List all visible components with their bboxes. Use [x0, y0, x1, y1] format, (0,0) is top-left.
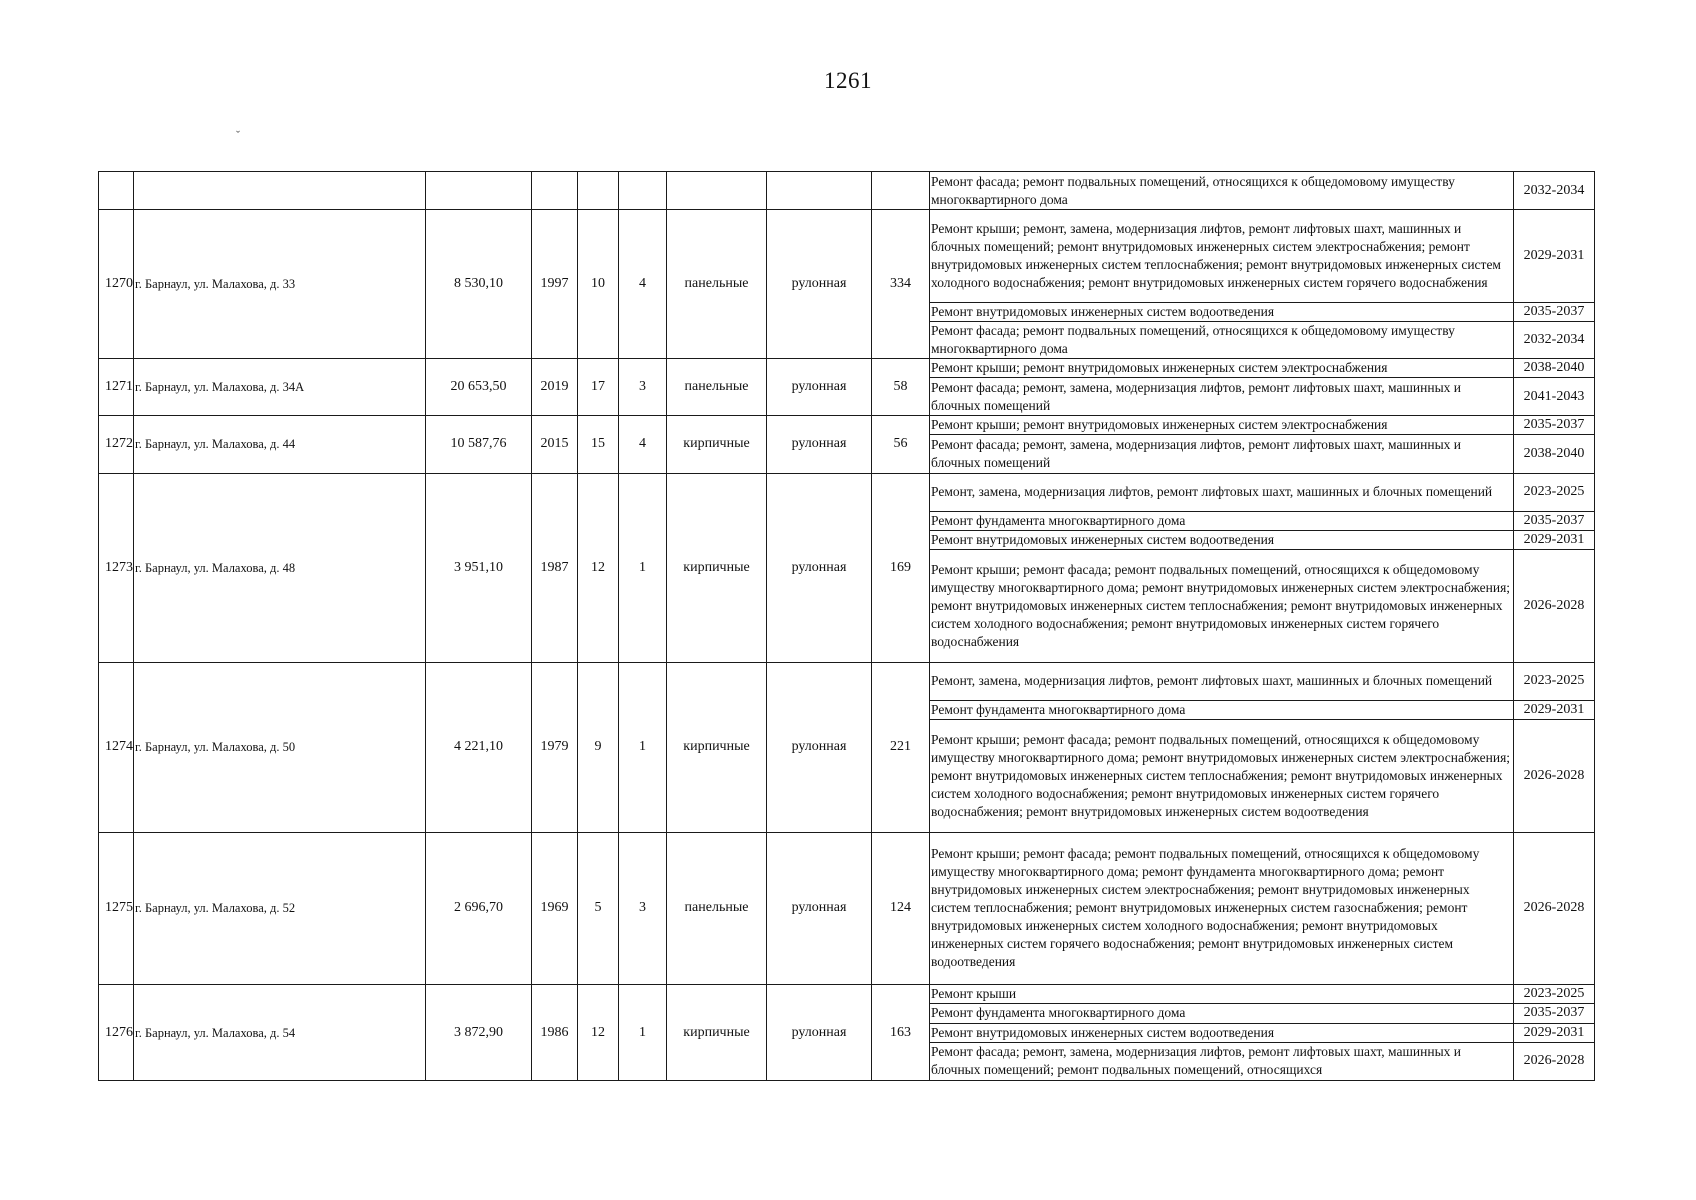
- cell-empty: [99, 172, 134, 210]
- work-period: 2026-2028: [1514, 719, 1595, 832]
- floors-count: 15: [578, 416, 619, 473]
- building-area: 3 951,10: [426, 473, 532, 662]
- work-period: 2029-2031: [1514, 210, 1595, 303]
- work-period: 2041-2043: [1514, 378, 1595, 416]
- work-description: Ремонт внутридомовых инженерных систем водоотведения: [930, 302, 1514, 321]
- roof-type: рулонная: [767, 473, 872, 662]
- work-description: Ремонт, замена, модернизация лифтов, ремонт лифтовых шахт, машинных и блочных помещений: [930, 662, 1514, 700]
- entrances-count: 1: [619, 985, 667, 1081]
- table-row: [99, 416, 1595, 435]
- building-address: г. Барнаул, ул. Малахова, д. 52: [134, 832, 426, 985]
- build-year: 1979: [532, 662, 578, 832]
- row-number: 1272: [99, 416, 134, 473]
- work-period: 2035-2037: [1514, 416, 1595, 435]
- building-area: 20 653,50: [426, 359, 532, 416]
- row-number: 1276: [99, 985, 134, 1081]
- table-row: [99, 832, 1595, 985]
- cell-empty: [134, 172, 426, 210]
- build-year: 1987: [532, 473, 578, 662]
- page-number: 1261: [824, 68, 872, 93]
- roof-type: рулонная: [767, 359, 872, 416]
- roof-type: рулонная: [767, 210, 872, 359]
- work-period: 2029-2031: [1514, 700, 1595, 719]
- wall-material: кирпичные: [667, 662, 767, 832]
- entrances-count: 3: [619, 832, 667, 985]
- work-description: Ремонт внутридомовых инженерных систем водоотведения: [930, 1023, 1514, 1042]
- build-year: 2015: [532, 416, 578, 473]
- entrances-count: 3: [619, 359, 667, 416]
- wall-material: панельные: [667, 832, 767, 985]
- floors-count: 12: [578, 985, 619, 1081]
- work-period: 2032-2034: [1514, 321, 1595, 358]
- build-year: 2019: [532, 359, 578, 416]
- table-row: [99, 473, 1595, 511]
- building-address: г. Барнаул, ул. Малахова, д. 54: [134, 985, 426, 1081]
- residents-count: 124: [872, 832, 930, 985]
- roof-type: рулонная: [767, 985, 872, 1081]
- floors-count: 12: [578, 473, 619, 662]
- work-description: Ремонт фундамента многоквартирного дома: [930, 1004, 1514, 1023]
- floors-count: 10: [578, 210, 619, 359]
- work-period: 2026-2028: [1514, 549, 1595, 662]
- row-number: 1270: [99, 210, 134, 359]
- roof-type: рулонная: [767, 662, 872, 832]
- residents-count: 163: [872, 985, 930, 1081]
- scan-mark: ˇ: [236, 128, 240, 142]
- work-description: Ремонт внутридомовых инженерных систем водоотведения: [930, 530, 1514, 549]
- building-address: г. Барнаул, ул. Малахова, д. 33: [134, 210, 426, 359]
- table-row: [99, 985, 1595, 1004]
- roof-type: рулонная: [767, 832, 872, 985]
- repair-register-table: [98, 171, 1595, 1081]
- row-number: 1275: [99, 832, 134, 985]
- table-row: [99, 662, 1595, 700]
- floors-count: 17: [578, 359, 619, 416]
- residents-count: 56: [872, 416, 930, 473]
- build-year: 1986: [532, 985, 578, 1081]
- work-description: Ремонт фасада; ремонт подвальных помещений, относящихся к общедомовому имуществу многоквартирного дома: [930, 172, 1514, 210]
- build-year: 1997: [532, 210, 578, 359]
- work-description: Ремонт крыши; ремонт внутридомовых инженерных систем электроснабжения: [930, 416, 1514, 435]
- building-address: г. Барнаул, ул. Малахова, д. 50: [134, 662, 426, 832]
- work-period: 2029-2031: [1514, 530, 1595, 549]
- roof-type: рулонная: [767, 416, 872, 473]
- row-number: 1274: [99, 662, 134, 832]
- building-address: г. Барнаул, ул. Малахова, д. 48: [134, 473, 426, 662]
- work-period: 2026-2028: [1514, 1042, 1595, 1080]
- building-area: 8 530,10: [426, 210, 532, 359]
- residents-count: 221: [872, 662, 930, 832]
- residents-count: 334: [872, 210, 930, 359]
- work-description: Ремонт крыши; ремонт внутридомовых инженерных систем электроснабжения: [930, 359, 1514, 378]
- work-description: Ремонт фасада; ремонт, замена, модернизация лифтов, ремонт лифтовых шахт, машинных и блочных помещений: [930, 435, 1514, 473]
- work-description: Ремонт фундамента многоквартирного дома: [930, 511, 1514, 530]
- cell-empty: [426, 172, 532, 210]
- build-year: 1969: [532, 832, 578, 985]
- wall-material: кирпичные: [667, 985, 767, 1081]
- wall-material: кирпичные: [667, 416, 767, 473]
- building-address: г. Барнаул, ул. Малахова, д. 34А: [134, 359, 426, 416]
- wall-material: панельные: [667, 359, 767, 416]
- work-description: Ремонт крыши: [930, 985, 1514, 1004]
- work-description: Ремонт крыши; ремонт, замена, модернизация лифтов, ремонт лифтовых шахт, машинных и блочных помещений; ремонт внутридомовых инженерных систем электроснабжения; ремонт внутридомовых инженерных систем теплоснабжения; ремонт внутридомовых инженерных систем холодного водоснабжения; ремонт внутридомовых инженерных систем горячего водоснабжения: [930, 210, 1514, 303]
- building-area: 10 587,76: [426, 416, 532, 473]
- table-row: [99, 210, 1595, 303]
- building-area: 3 872,90: [426, 985, 532, 1081]
- work-description: Ремонт фундамента многоквартирного дома: [930, 700, 1514, 719]
- cell-empty: [767, 172, 872, 210]
- work-description: Ремонт фасада; ремонт, замена, модернизация лифтов, ремонт лифтовых шахт, машинных и блочных помещений; ремонт подвальных помещений, относящихся: [930, 1042, 1514, 1080]
- work-period: 2032-2034: [1514, 172, 1595, 210]
- residents-count: 169: [872, 473, 930, 662]
- cell-empty: [532, 172, 578, 210]
- floors-count: 9: [578, 662, 619, 832]
- entrances-count: 4: [619, 416, 667, 473]
- building-area: 4 221,10: [426, 662, 532, 832]
- work-description: Ремонт, замена, модернизация лифтов, ремонт лифтовых шахт, машинных и блочных помещений: [930, 473, 1514, 511]
- work-period: 2023-2025: [1514, 662, 1595, 700]
- work-period: 2026-2028: [1514, 832, 1595, 985]
- work-period: 2038-2040: [1514, 435, 1595, 473]
- cell-empty: [667, 172, 767, 210]
- work-period: 2038-2040: [1514, 359, 1595, 378]
- cell-empty: [872, 172, 930, 210]
- work-description: Ремонт крыши; ремонт фасада; ремонт подвальных помещений, относящихся к общедомовому имуществу многоквартирного дома; ремонт внутридомовых инженерных систем электроснабжения; ремонт внутридомовых инженерных систем теплоснабжения; ремонт внутридомовых инженерных систем холодного водоснабжения; ремонт внутридомовых инженерных систем горячего водоснабжения: [930, 549, 1514, 662]
- entrances-count: 4: [619, 210, 667, 359]
- wall-material: панельные: [667, 210, 767, 359]
- cell-empty: [619, 172, 667, 210]
- work-description: Ремонт крыши; ремонт фасада; ремонт подвальных помещений, относящихся к общедомовому имуществу многоквартирного дома; ремонт фундамента многоквартирного дома; ремонт внутридомовых инженерных систем электроснабжения; ремонт внутридомовых инженерных систем теплоснабжения; ремонт внутридомовых инженерных систем газоснабжения; ремонт внутридомовых инженерных систем холодного водоснабжения; ремонт внутридомовых инженерных систем горячего водоснабжения; ремонт внутридомовых инженерных систем водоотведения: [930, 832, 1514, 985]
- table-row: [99, 359, 1595, 378]
- work-period: 2023-2025: [1514, 473, 1595, 511]
- wall-material: кирпичные: [667, 473, 767, 662]
- work-period: 2023-2025: [1514, 985, 1595, 1004]
- work-period: 2035-2037: [1514, 1004, 1595, 1023]
- work-description: Ремонт фасада; ремонт подвальных помещений, относящихся к общедомовому имуществу многоквартирного дома: [930, 321, 1514, 358]
- floors-count: 5: [578, 832, 619, 985]
- residents-count: 58: [872, 359, 930, 416]
- building-area: 2 696,70: [426, 832, 532, 985]
- entrances-count: 1: [619, 473, 667, 662]
- building-address: г. Барнаул, ул. Малахова, д. 44: [134, 416, 426, 473]
- work-period: 2035-2037: [1514, 511, 1595, 530]
- work-period: 2035-2037: [1514, 302, 1595, 321]
- work-description: Ремонт крыши; ремонт фасада; ремонт подвальных помещений, относящихся к общедомовому имуществу многоквартирного дома; ремонт внутридомовых инженерных систем электроснабжения; ремонт внутридомовых инженерных систем теплоснабжения; ремонт внутридомовых инженерных систем холодного водоснабжения; ремонт внутридомовых инженерных систем горячего водоснабжения; ремонт внутридомовых инженерных систем водоотведения: [930, 719, 1514, 832]
- table-row: [99, 172, 1595, 210]
- work-period: 2029-2031: [1514, 1023, 1595, 1042]
- entrances-count: 1: [619, 662, 667, 832]
- work-description: Ремонт фасада; ремонт, замена, модернизация лифтов, ремонт лифтовых шахт, машинных и блочных помещений: [930, 378, 1514, 416]
- cell-empty: [578, 172, 619, 210]
- row-number: 1271: [99, 359, 134, 416]
- row-number: 1273: [99, 473, 134, 662]
